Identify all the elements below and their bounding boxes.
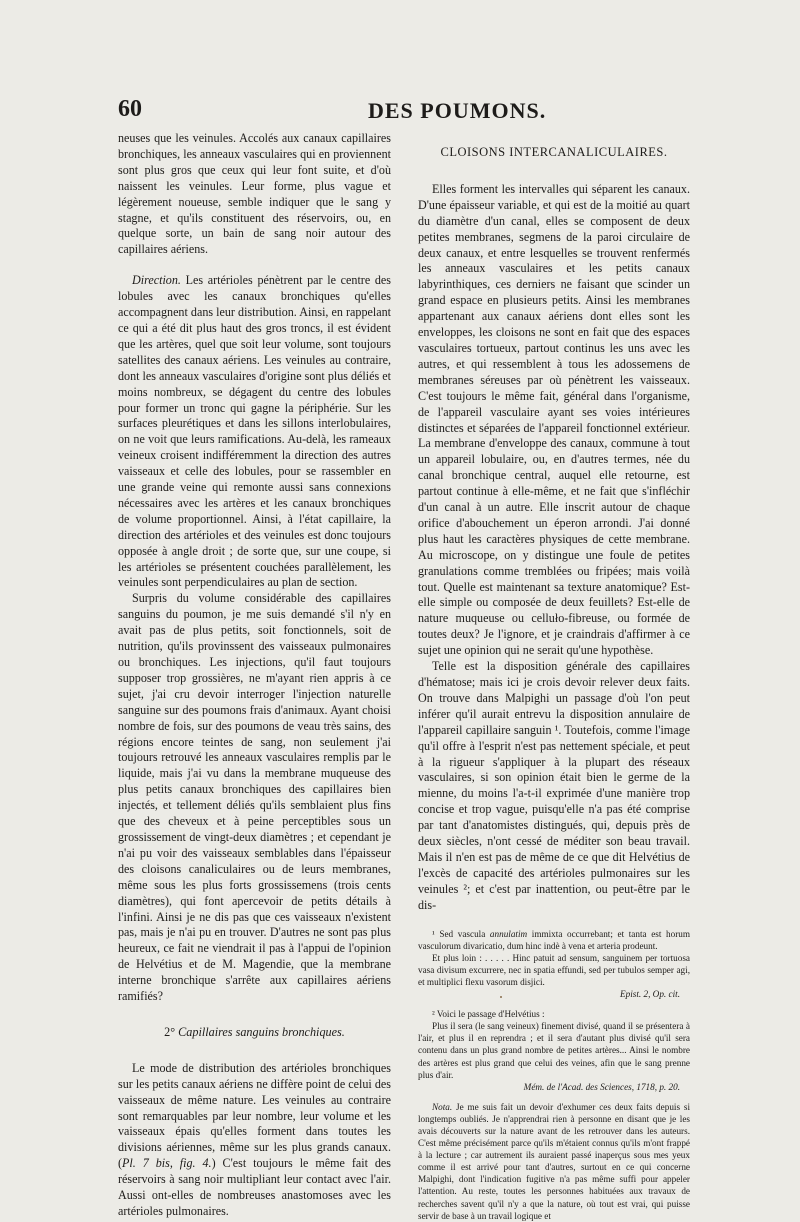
paragraph-bronchial-distribution <box>118 1061 391 1220</box>
subheading-title: Capillaires sanguins bronchiques. <box>178 1024 345 1039</box>
subheading-number: 2° <box>164 1024 176 1039</box>
footnote-text: ¹ Sed vascula <box>432 928 490 939</box>
paragraph-text: . Toutefois, comme l'image qu'il offre à l'esprit n'est pas nettement spéciale, et peut à la rigueur s'appliquer à la plupart des réseaux vasculaires, si son opinion était bien le germe de la mienne, du moins l'a-t-il exprimée d'une manière trop concise et trop vague, puisqu'elle n'a pas été comprise par tant d'anatomistes distingués, qui, depuis près de deux siècles, n'ont cessé de méditer son beau travail. Mais il n'en est pas de même de ce que dit Helvétius de l'excès de capacité des artérioles pulmonaires sur les veinules <box>418 722 690 896</box>
footnote-2-quote: Plus il sera (le sang veineux) finement divisé, quand il se présentera à l'air, et plus il en reprendra ; et il sera d'autant plus divisé qu'il sera contenu dans un plus grand nombre de petites artères... Ainsi le nombre des artères est plus grand que celui des veines, afin que le sang prenne plus d'air. <box>418 1021 690 1080</box>
paragraph-text: Telle est la disposition générale des capillaires d'hématose; mais ici je crois devoir relever deux faits. On trouve dans Malpighi un passage d'où l'on peut inférer qu'il aurait entrevu la disposition annulaire de l'appareil capillaire sanguin <box>418 659 690 737</box>
paragraph-direction <box>118 273 391 591</box>
paragraph-text: ) C'est toujours le même fait des réservoirs à sang noir multipliant leur contact avec l'air. Aussi ont-elles de nombreuses anastomoses avec les artérioles pulmonaires. <box>118 1156 391 1218</box>
paper-speck <box>500 996 502 998</box>
paragraph-text: Les artérioles pénètrent par le centre des lobules avec les canaux bronchiques qu'elles accompagnent dans leur distribution. Ainsi, en rappelant ce qui a été dit plus haut des gros troncs, il est évident que les artères, quel que soit leur volume, sont toujours satellites des canaux aériens. Les veinules au contraire, dont les anneaux vasculaires d'origine sont plus déliés et moins nombreux, se dégagent du centre des lobules pour former un tronc qui gagne la périphérie. Sur les surfaces pleurétiques et dans les sillons interlobulaires, on ne voit que leurs ramifications. Au-delà, les rameaux veineux croisent indifféremment la direction des autres vaisseaux et celle des lobules, pour se rassembler en une grande veine qui remonte aussi sans connexions nécessaires avec les artères et les canaux bronchiques de volume proportionnel. Ainsi, à l'état capillaire, la direction des artérioles et des veinules est donc toujours opposée à angle droit ; de sorte que, sur une coupe, si les artérioles se présentent couchées parallèlement, les veinules sont perpendiculaires au plan de section. <box>118 273 391 590</box>
footnote-marker: ¹ <box>554 722 559 737</box>
paragraph-cloisons: Elles forment les intervalles qui séparent les canaux. D'une épaisseur variable, et qui est de la moitié au quart du diamètre d'un canal, elles se composent de deux petites membranes, segmens de la paroi circulaire de deux canaux, et entre lesquelles se trouvent renfermés les anneaux vasculaires et les petits canaux labyrinthiques, ces derniers ne faisant que scinder un grand espace en plusieurs petits. Ainsi les membranes appartenant aux canaux aériens dont elles sont les enveloppes, les cloisons ne sont en fait que des espaces vasculaires tortueux, partout continus les uns avec les autres, et qui ressemblent à tous les adossemens de membranes séreuses par où pénètrent les vaisseaux. C'est toujours le même fait, général dans l'organisme, de l'appareil vasculaire ayant ses voies intérieures distinctes et séparées de l'appareil fonctionnel extérieur. La membrane d'enveloppe des canaux, commune à tout un appareil lobulaire, ou, en d'autres termes, née du canal bronchique central, auquel elle retourne, est partout continue à elle-même, et ne fait que s'infléchir d'un canal à un autre. Elle inscrit autour de chaque orifice d'abouchement un éperon arrondi. J'ai donné plus haut les caractères physiques de cette membrane. Au microscope, on y distingue une foule de petites granulations comme tremblées ou fripées; mais voilà tout. Quelle est maintenant sa texture anatomique? Est-elle simple ou composée de deux feuillets? Est-elle de nature muqueuse ou celluło-fibreuse, ou formée de toutes deux? Je l'ignore, et je craindrais d'affirmer à ce sujet une opinion qui ne serait qu'une hypothèse. <box>418 181 690 658</box>
footnote-nota <box>418 1101 690 1222</box>
section-heading: CLOISONS INTERCANALICULAIRES. <box>440 145 668 159</box>
nota-text: Je me suis fait un devoir d'exhumer ces deux faits depuis si longtemps oubliés. Je n'apprendrai rien à personne en disant que je les avais découverts sur la nature avant de les retrouver dans les auteurs. C'est même précisément parce qu'ils m'étaient connus qu'ils m'ont frappé à la lecture ; car autrement ils auraient passé inaperçus sous mes yeux comme il est arrivé pour tant d'autres, surtout en ce qui concerne Malpighi, dont l'indication fugitive n'a pas même suffi pour appeler l'attention. Au reste, toutes les personnes habituées aux travaux de recherches savent qu'il n'y a que la nature, où tout est vrai, qui puisse servir de base à un travail logique et <box>418 1101 690 1221</box>
footnote-emphasis: annulatim <box>489 928 528 939</box>
footnote-2: ² Voici le passage d'Helvétius : <box>432 1009 545 1020</box>
footnote-1 <box>418 928 690 952</box>
nota-lead: Nota. <box>432 1101 453 1112</box>
footnote-marker: ² <box>463 881 468 896</box>
paragraph-text: ; et c'est par inattention, ou peut-être par le dis- <box>418 881 691 912</box>
footnote-1-continuation: Et plus loin : . . . . . Hinc patuit ad sensum, sanguinem per tortuosa vasa divisum excurrere, nec in spatia effundi, sed per tubulos semper agi, et multiplici flexu vasorum disjici. <box>418 952 690 987</box>
page-header <box>118 96 688 126</box>
paragraph-surpris: Surpris du volume considérable des capillaires sanguins du poumon, je me suis demandé s'il n'y en avait pas de plus petits, soit fonctionnels, soit de nutrition, qu'ils provinssent des vaisseaux pulmonaires ou bronchiques. Les injections, qu'il faut toujours supposer trop grossières, ne m'ayant rien appris à ce sujet, j'ai cru devoir interroger l'injection naturelle sanguine sur des poumons frais d'animaux. Ayant choisi nombre de fois, sur des poumons de veau très sains, des régions encore teintes de sang, non seulement j'ai toujours retrouvé les anneaux vasculaires remplis par le liquide, mais j'ai vu dans la membrane muqueuse des plus petits canaux bronchiques des capillaires bien injectés, et tellement déliés qu'ils semblaient plus fins que des cheveux et à peine perceptibles sous un grossissement de vingt-deux diamètres ; et cependant je n'ai pu voir des vaisseaux semblables dans l'épaisseur des cloisons canaliculaires ou de leurs membranes, même sous les plus forts grossissemens (trois cents diamètres), qui font apercevoir de petits détails à l'infini. Ainsi je ne dis pas que ces vaisseaux n'existent pas, mais je n'ai pu en trouver. D'autres ne sont pas plus heureux, ce fait ne viendrait il pas à l'appui de l'opinion de Helvétius et de M. Magendie, que la membrane interne bronchique s'arrête aux capillaires aériens ramifiés? <box>118 591 391 1004</box>
footnote-text: immixta occurrebant; et tanta est horum vasculorum divaricatio, dum hinc indè à vena et arteria prodeunt. <box>418 928 690 951</box>
running-head: DES POUMONS. <box>368 98 547 123</box>
paragraph-disposition <box>418 659 690 914</box>
paragraph-veinules: neuses que les veinules. Accolés aux canaux capillaires bronchiques, les anneaux vasculaires qui en proviennent sont plus gros que ceux qui leur font suite, et d'où naissent les veinules. Leur forme, plus vague et légèrement noueuse, semble indiquer que le sang y stagne, et qu'ils constituent des réservoirs, ou, en quelque sorte, un bain de sang noir autour des capillaires aériens. <box>118 131 391 257</box>
footnote-2-citation: Mém. de l'Acad. des Sciences, 1718, p. 20. <box>523 1081 680 1092</box>
paragraph-text: Le mode de distribution des artérioles bronchiques sur les petits canaux aériens ne diffère point de celui des vaisseaux de même nature. Les veinules au contraire sont remarquables par leur nombre, leur volume et les vaisseaux épais qu'elles forment dans toutes les divisions aériennes, même sur les plus grands canaux. ( <box>118 1060 391 1171</box>
page-number: 60 <box>118 96 142 122</box>
left-column <box>118 131 391 1220</box>
paragraph-lead: Direction. <box>132 273 181 288</box>
right-column <box>418 131 690 1222</box>
footnote-1-citation: Epist. 2, Op. cit. <box>620 989 680 1000</box>
section-subheading <box>118 1025 391 1041</box>
plate-reference: Pl. 7 bis, fig. 4. <box>122 1156 212 1171</box>
footnotes <box>418 928 690 1222</box>
